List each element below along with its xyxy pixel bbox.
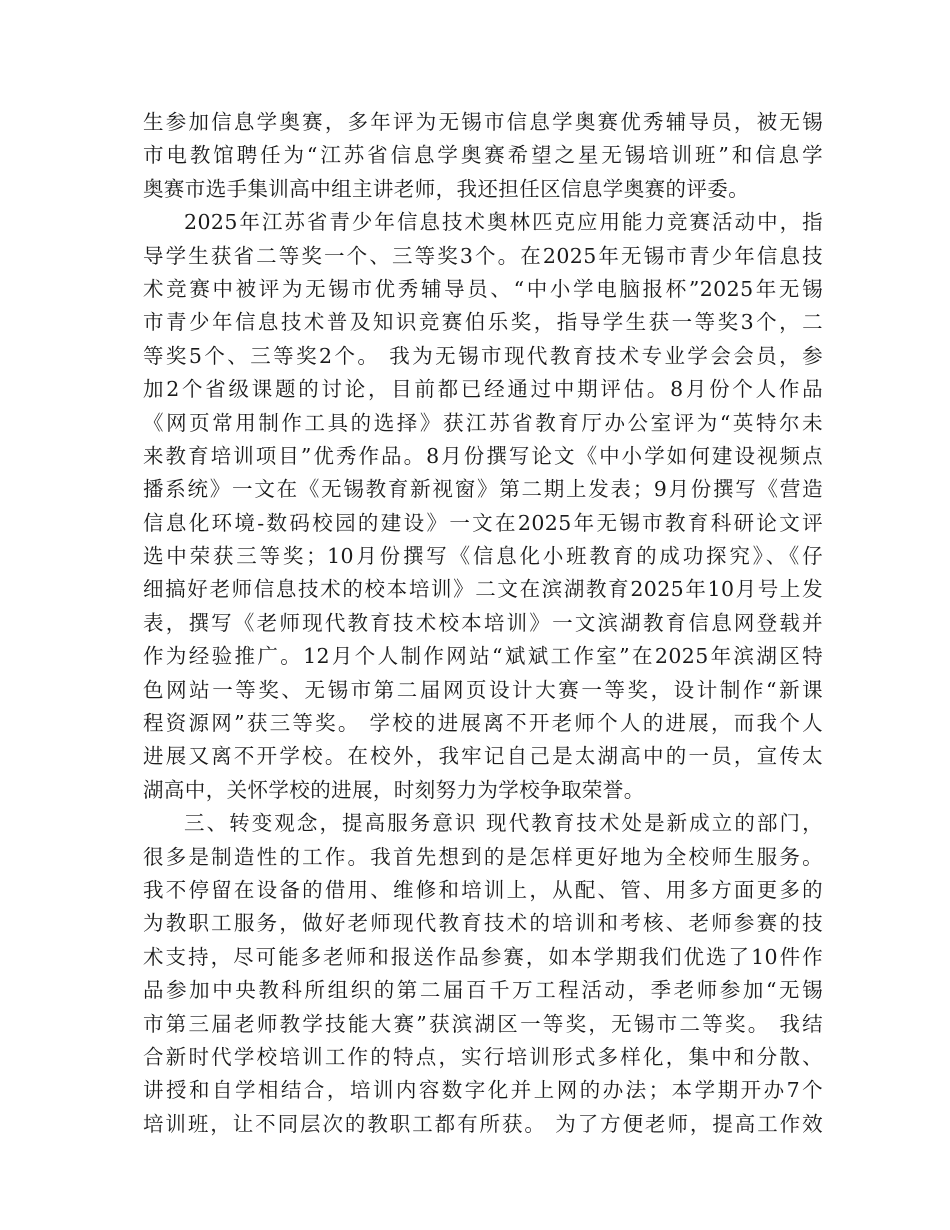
- text-line: 市电教馆聘任为“江苏省信息学奥赛希望之星无锡培训班”和信息学: [143, 143, 823, 168]
- text-line: 术支持，尽可能多老师和报送作品参赛，如本学期我们优选了10件作: [143, 944, 823, 969]
- text-line: 色网站一等奖、无锡市第二届网页设计大赛一等奖，设计制作“新课: [143, 677, 823, 702]
- text-line: 为教职工服务，做好老师现代教育技术的培训和考核、老师参赛的技: [143, 911, 823, 936]
- text-line: 进展又离不开学校。在校外，我牢记自己是太湖高中的一员，宣传太: [143, 744, 823, 769]
- text-line: 术竞赛中被评为无锡市优秀辅导员、“中小学电脑报杯”2025年无锡: [143, 276, 823, 301]
- text-line: 作为经验推广。12月个人制作网站“斌斌工作室”在2025年滨湖区特: [143, 644, 823, 669]
- text-line: 选中荣获三等奖；10月份撰写《信息化小班教育的成功探究》、《仔: [143, 544, 823, 569]
- text-line: 市青少年信息技术普及知识竞赛伯乐奖，指导学生获一等奖3个，二: [143, 310, 823, 335]
- text-line: 品参加中央教科所组织的第二届百千万工程活动，季老师参加“无锡: [143, 978, 823, 1003]
- text-line: 生参加信息学奥赛，多年评为无锡市信息学奥赛优秀辅导员，被无锡: [143, 110, 823, 134]
- body-text: [143, 106, 823, 1141]
- text-line: 合新时代学校培训工作的特点，实行培训形式多样化，集中和分散、: [143, 1044, 823, 1069]
- text-line: 信息化环境-数码校园的建设》一文在2025年无锡市教育科研论文评: [143, 510, 823, 535]
- text-line: 讲授和自学相结合，培训内容数字化并上网的办法；本学期开办7个: [143, 1078, 823, 1103]
- text-line: 表，撰写《老师现代教育技术校本培训》一文滨湖教育信息网登载并: [143, 610, 823, 635]
- paragraph-first-line: 三、转变观念，提高服务意识 现代教育技术处是新成立的部门，: [184, 811, 823, 836]
- paragraph-first-line: 2025年江苏省青少年信息技术奥林匹克应用能力竞赛活动中，指: [184, 210, 823, 235]
- text-line: 播系统》一文在《无锡教育新视窗》第二期上发表；9月份撰写《营造: [143, 477, 823, 502]
- text-line: 奥赛市选手集训高中组主讲老师，我还担任区信息学奥赛的评委。: [143, 176, 750, 201]
- text-line: 很多是制造性的工作。我首先想到的是怎样更好地为全校师生服务。: [143, 844, 823, 869]
- text-line: 加2个省级课题的讨论，目前都已经通过中期评估。8月份个人作品: [143, 377, 823, 402]
- text-line: 市第三届老师教学技能大赛”获滨湖区一等奖，无锡市二等奖。 我结: [143, 1011, 823, 1036]
- text-line: 培训班，让不同层次的教职工都有所获。 为了方便老师，提高工作效: [143, 1111, 823, 1136]
- text-line: 来教育培训项目”优秀作品。8月份撰写论文《中小学如何建设视频点: [143, 443, 823, 468]
- text-line: 等奖5个、三等奖2个。 我为无锡市现代教育技术专业学会会员，参: [143, 343, 823, 368]
- text-line: 导学生获省二等奖一个、三等奖3个。在2025年无锡市青少年信息技: [143, 243, 823, 268]
- text-line: 《网页常用制作工具的选择》获江苏省教育厅办公室评为“英特尔未: [143, 410, 823, 435]
- text-line: 细搞好老师信息技术的校本培训》二文在滨湖教育2025年10月号上发: [143, 577, 823, 602]
- text-line: 程资源网”获三等奖。 学校的进展离不开老师个人的进展，而我个人: [143, 711, 823, 736]
- text-line: 我不停留在设备的借用、维修和培训上，从配、管、用多方面更多的: [143, 877, 823, 902]
- text-line: 湖高中，关怀学校的进展，时刻努力为学校争取荣誉。: [143, 777, 645, 802]
